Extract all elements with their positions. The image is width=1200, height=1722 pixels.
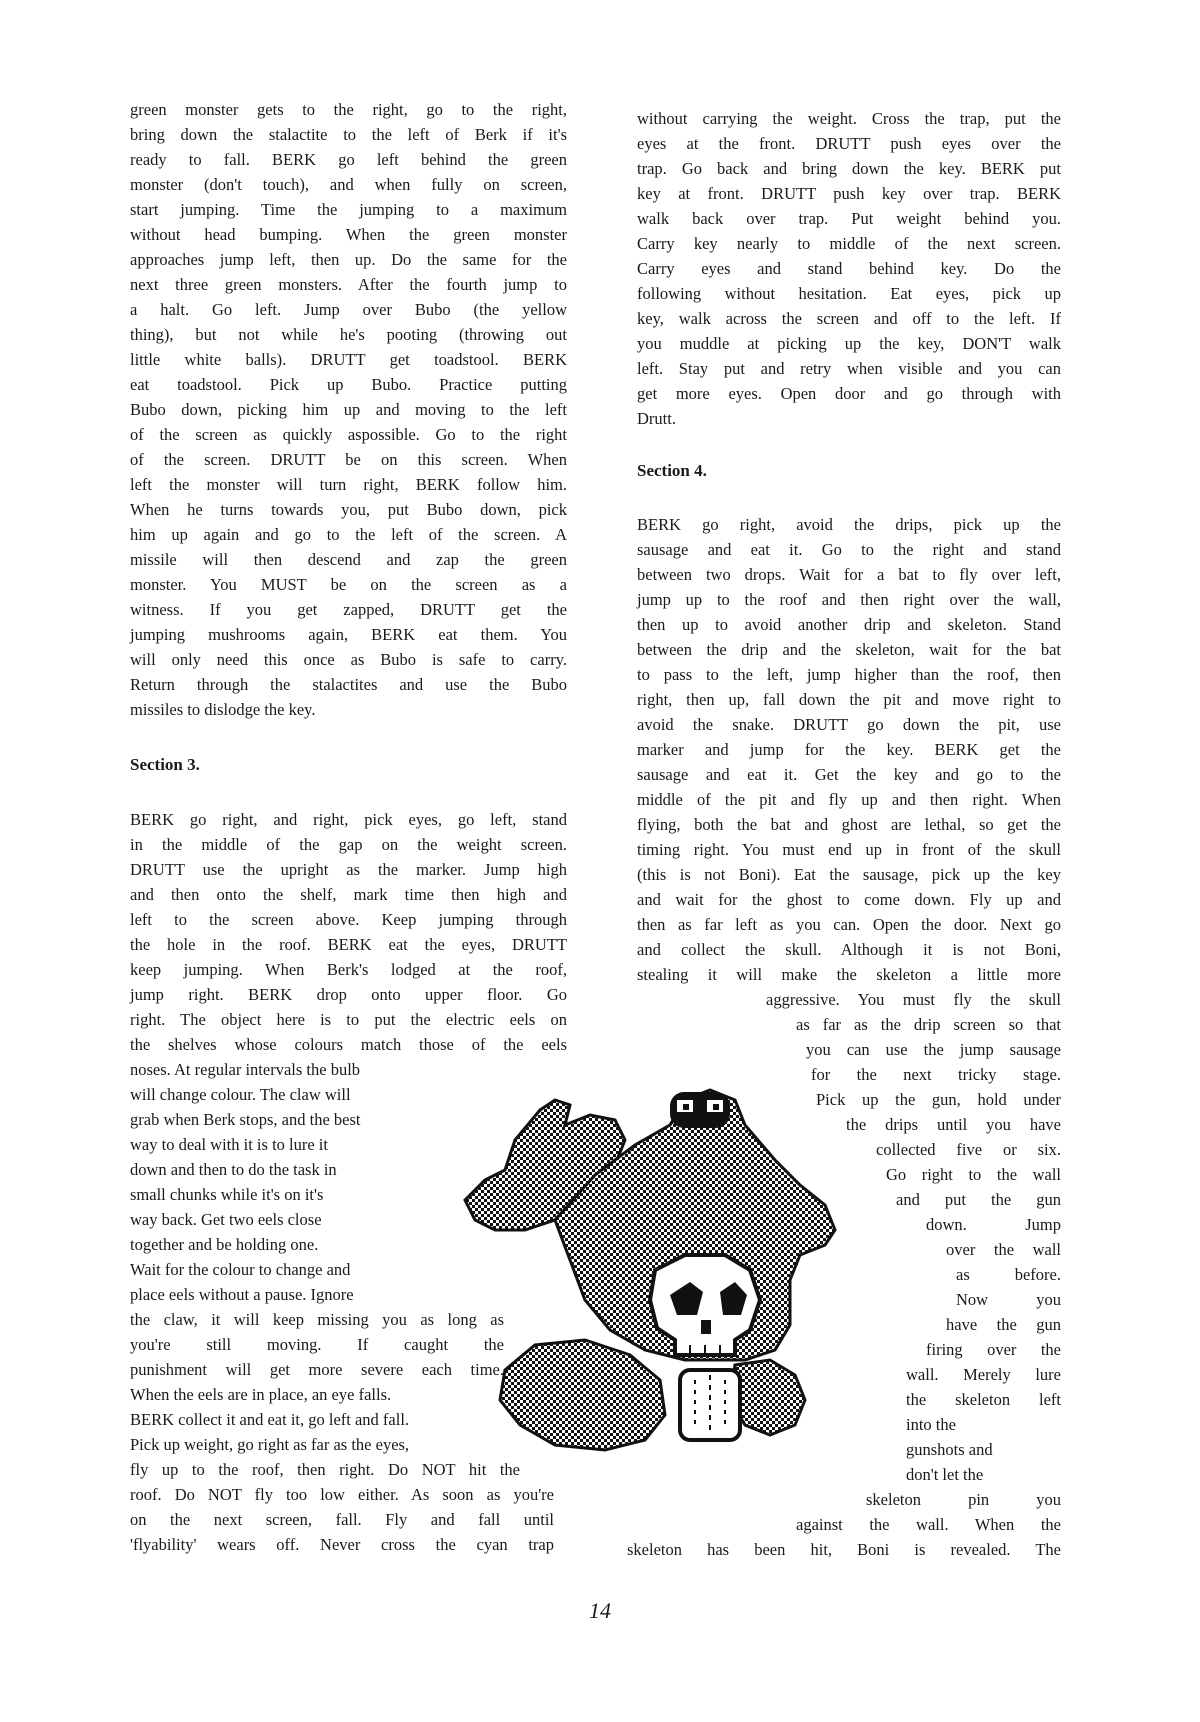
- text-line: and wait for the ghost to come down. Fly up and: [637, 890, 1061, 909]
- text-line: of the screen. DRUTT be on this screen. When: [130, 450, 567, 469]
- text-line: sausage and eat it. Go to the right and stand: [637, 540, 1061, 559]
- text-line: eat toadstool. Pick up Bubo. Practice putting: [130, 375, 567, 394]
- text-line: start jumping. Time the jumping to a maximum: [130, 200, 567, 219]
- text-line: then up to avoid another drip and skeleton. Stand: [637, 615, 1061, 634]
- page-number: 14: [589, 1598, 611, 1623]
- text-line: have the gun: [946, 1315, 1061, 1334]
- text-line: little white balls). DRUTT get toadstool. BERK: [130, 350, 567, 369]
- text-line: the claw, it will keep missing you as long as: [130, 1310, 504, 1329]
- text-line: DRUTT use the upright as the marker. Jump high: [130, 860, 567, 879]
- text-line: aggressive. You must fly the skull: [766, 990, 1061, 1009]
- text-line: without head bumping. When the green monster: [130, 225, 567, 244]
- text-line: ready to fall. BERK go left behind the green: [130, 150, 567, 169]
- text-line: get more eyes. Open door and go through with: [637, 384, 1061, 403]
- text-line: between two drops. Wait for a bat to fly over left,: [637, 565, 1061, 584]
- text-line: witness. If you get zapped, DRUTT get the: [130, 600, 567, 619]
- text-line: you're still moving. If caught the: [130, 1335, 504, 1354]
- text-line: way to deal with it is to lure it: [130, 1135, 328, 1154]
- text-line: him up again and go to the left of the screen. A: [130, 525, 567, 544]
- text-line: next three green monsters. After the fourth jump to: [130, 275, 567, 294]
- text-line: right. The object here is to put the electric eels on: [130, 1010, 567, 1029]
- text-line: against the wall. When the: [796, 1515, 1061, 1534]
- text-line: fly up to the roof, then right. Do NOT hit the: [130, 1460, 520, 1479]
- section-3-heading: Section 3.: [130, 755, 200, 774]
- text-line: Bubo down, picking him up and moving to the left: [130, 400, 567, 419]
- text-line: and put the gun: [896, 1190, 1061, 1209]
- text-line: When he turns towards you, put Bubo down, pick: [130, 500, 567, 519]
- text-line: the skeleton left: [906, 1390, 1061, 1409]
- text-line: then as far left as you can. Open the door. Next go: [637, 915, 1061, 934]
- text-line: BERK collect it and eat it, go left and fall.: [130, 1410, 410, 1429]
- creature-with-skull-illustration: [445, 1070, 885, 1500]
- text-line: wall. Merely lure: [906, 1365, 1061, 1384]
- text-line: grab when Berk stops, and the best: [130, 1110, 361, 1129]
- text-line: skeleton has been hit, Boni is revealed. The: [627, 1540, 1061, 1559]
- text-line: down. Jump: [926, 1215, 1061, 1234]
- text-line: Now you: [956, 1290, 1061, 1309]
- text-line: the hole in the roof. BERK eat the eyes, DRUTT: [130, 935, 567, 954]
- text-line: without carrying the weight. Cross the trap, put the: [637, 109, 1061, 128]
- text-line: jump right. BERK drop onto upper floor. Go: [130, 985, 567, 1004]
- text-line: as far as the drip screen so that: [796, 1015, 1061, 1034]
- text-line: following without hesitation. Eat eyes, pick up: [637, 284, 1061, 303]
- text-line: (this is not Boni). Eat the sausage, pick up the key: [637, 865, 1061, 884]
- text-line: of the screen as quickly aspossible. Go to the right: [130, 425, 567, 444]
- text-line: Wait for the colour to change and: [130, 1260, 351, 1279]
- text-line: 'flyability' wears off. Never cross the cyan trap: [130, 1535, 554, 1554]
- text-line: Carry eyes and stand behind key. Do the: [637, 259, 1061, 278]
- text-line: the shelves whose colours match those of the eels: [130, 1035, 567, 1054]
- text-line: left to the screen above. Keep jumping through: [130, 910, 567, 929]
- text-line: the drips until you have: [846, 1115, 1061, 1134]
- text-line: for the next tricky stage.: [811, 1065, 1061, 1084]
- text-line: Pick up weight, go right as far as the eyes,: [130, 1435, 410, 1454]
- text-line: roof. Do NOT fly too low either. As soon as you're: [130, 1485, 554, 1504]
- text-line: green monster gets to the right, go to the right,: [130, 100, 567, 119]
- text-line: missile will then descend and zap the green: [130, 550, 567, 569]
- text-line: collected five or six.: [876, 1140, 1061, 1159]
- text-line: in the middle of the gap on the weight screen.: [130, 835, 567, 854]
- text-line: missiles to dislodge the key.: [130, 700, 316, 719]
- text-line: BERK go right, avoid the drips, pick up the: [637, 515, 1061, 534]
- text-line: approaches jump left, then up. Do the same for the: [130, 250, 567, 269]
- text-line: monster (don't touch), and when fully on screen,: [130, 175, 567, 194]
- text-line: Carry key nearly to middle of the next screen.: [637, 234, 1061, 253]
- text-line: into the: [906, 1415, 956, 1434]
- text-line: together and be holding one.: [130, 1235, 319, 1254]
- text-line: punishment will get more severe each time.: [130, 1360, 504, 1379]
- text-line: key, walk across the screen and off to the left. If: [637, 309, 1061, 328]
- text-line: Return through the stalactites and use the Bubo: [130, 675, 567, 694]
- text-line: jumping mushrooms again, BERK eat them. You: [130, 625, 567, 644]
- text-line: Go right to the wall: [886, 1165, 1061, 1184]
- text-line: over the wall: [946, 1240, 1061, 1259]
- text-line: eyes at the front. DRUTT push eyes over the: [637, 134, 1061, 153]
- text-line: on the next screen, fall. Fly and fall until: [130, 1510, 554, 1529]
- text-line: gunshots and: [906, 1440, 993, 1459]
- text-line: Drutt.: [637, 409, 676, 428]
- text-line: don't let the: [906, 1465, 984, 1484]
- section-4-heading: Section 4.: [637, 461, 707, 480]
- text-line: left. Stay put and retry when visible and you can: [637, 359, 1061, 378]
- text-line: middle of the pit and fly up and then right. When: [637, 790, 1061, 809]
- text-line: bring down the stalactite to the left of Berk if it's: [130, 125, 567, 144]
- text-line: skeleton pin you: [866, 1490, 1061, 1509]
- text-line: Pick up the gun, hold under: [816, 1090, 1061, 1109]
- text-line: and then onto the shelf, mark time then high and: [130, 885, 567, 904]
- text-line: When the eels are in place, an eye falls.: [130, 1385, 392, 1404]
- creature-left-foot-icon: [500, 1340, 665, 1450]
- text-line: left the monster will turn right, BERK follow him.: [130, 475, 567, 494]
- text-line: thing), but not while he's pooting (throwing out: [130, 325, 567, 344]
- text-line: key at front. DRUTT push key over trap. BERK: [637, 184, 1061, 203]
- text-line: you muddle at picking up the key, DON'T walk: [637, 334, 1061, 353]
- text-line: and collect the skull. Although it is not Boni,: [637, 940, 1061, 959]
- text-line: BERK go right, and right, pick eyes, go left, stand: [130, 810, 567, 829]
- text-line: marker and jump for the key. BERK get the: [637, 740, 1061, 759]
- text-line: noses. At regular intervals the bulb: [130, 1060, 361, 1079]
- text-line: will only need this once as Bubo is safe to carry.: [130, 650, 567, 669]
- text-line: will change colour. The claw will: [130, 1085, 351, 1104]
- text-line: timing right. You must end up in front of the skull: [637, 840, 1061, 859]
- text-line: between the drip and the skeleton, wait for the bat: [637, 640, 1061, 659]
- creature-eyes-icon: [670, 1092, 730, 1128]
- text-line: small chunks while it's on it's: [130, 1185, 324, 1204]
- text-line: right, then up, fall down the pit and move right to: [637, 690, 1061, 709]
- text-line: a halt. Go left. Jump over Bubo (the yellow: [130, 300, 567, 319]
- text-line: jump up to the roof and then right over the wall,: [637, 590, 1061, 609]
- text-line: to pass to the left, jump higher than the roof, then: [637, 665, 1061, 684]
- text-line: avoid the snake. DRUTT go down the pit, use: [637, 715, 1061, 734]
- text-line: flying, both the bat and ghost are lethal, so get the: [637, 815, 1061, 834]
- text-line: walk back over trap. Put weight behind you.: [637, 209, 1061, 228]
- text-line: keep jumping. When Berk's lodged at the roof,: [130, 960, 567, 979]
- text-line: as before.: [956, 1265, 1061, 1284]
- text-line: stealing it will make the skeleton a little more: [637, 965, 1061, 984]
- text-line: you can use the jump sausage: [806, 1040, 1061, 1059]
- text-line: way back. Get two eels close: [130, 1210, 322, 1229]
- text-line: sausage and eat it. Get the key and go to the: [637, 765, 1061, 784]
- text-line: monster. You MUST be on the screen as a: [130, 575, 567, 594]
- text-line: place eels without a pause. Ignore: [130, 1285, 354, 1304]
- jaw-bone-icon: [680, 1370, 740, 1440]
- text-line: trap. Go back and bring down the key. BERK put: [637, 159, 1061, 178]
- text-line: firing over the: [926, 1340, 1061, 1359]
- text-line: down and then to do the task in: [130, 1160, 337, 1179]
